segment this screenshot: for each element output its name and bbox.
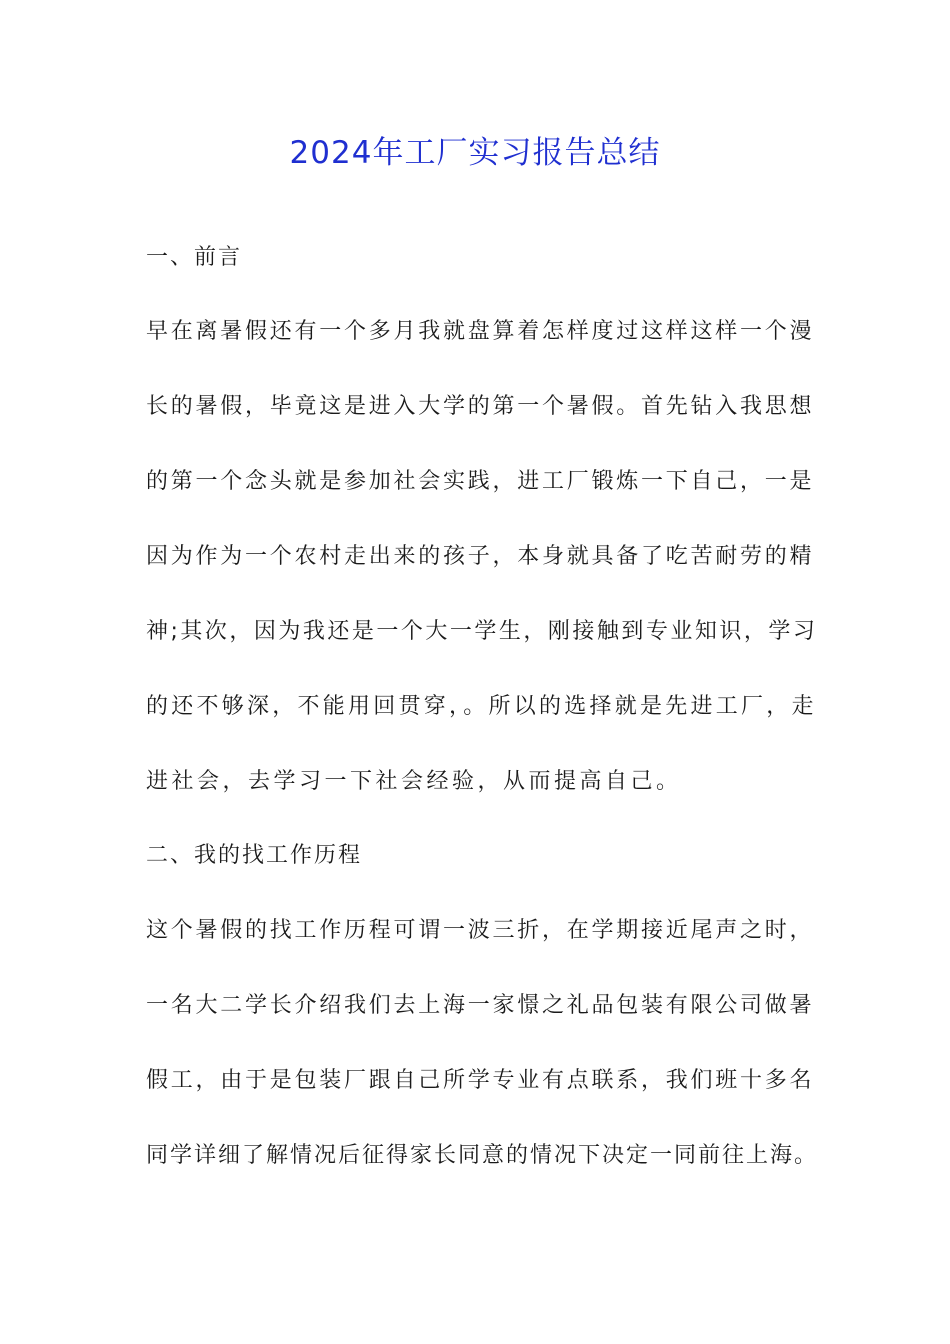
paragraph-line: 假工，由于是包装厂跟自己所学专业有点联系，我们班十多名 (146, 1068, 815, 1093)
section-heading-job-search: 二、我的找工作历程 (146, 843, 363, 868)
paragraph-line: 的第一个念头就是参加社会实践，进工厂锻炼一下自己，一是 (146, 469, 815, 494)
paragraph-line: 这个暑假的找工作历程可谓一波三折，在学期接近尾声之时， (146, 918, 815, 943)
paragraph-line: 神;其次，因为我还是一个大一学生，刚接触到专业知识，学习 (146, 619, 818, 644)
paragraph-line: 长的暑假，毕竟这是进入大学的第一个暑假。首先钻入我思想 (146, 394, 815, 419)
paragraph-line: 同学详细了解情况后征得家长同意的情况下决定一同前往上海。 (146, 1143, 819, 1168)
paragraph-line: 的还不够深，不能用回贯穿，。所以的选择就是先进工厂，走 (146, 694, 817, 719)
paragraph-line: 因为作为一个农村走出来的孩子，本身就具备了吃苦耐劳的精 (146, 544, 815, 569)
document-title: 2024年工厂实习报告总结 (289, 135, 661, 171)
paragraph-line: 进社会，去学习一下社会经验，从而提高自己。 (146, 769, 682, 794)
paragraph-line: 一名大二学长介绍我们去上海一家憬之礼品包装有限公司做暑 (146, 993, 815, 1018)
section-heading-preface: 一、前言 (146, 245, 243, 270)
paragraph-line: 早在离暑假还有一个多月我就盘算着怎样度过这样这样一个漫 (146, 319, 815, 344)
